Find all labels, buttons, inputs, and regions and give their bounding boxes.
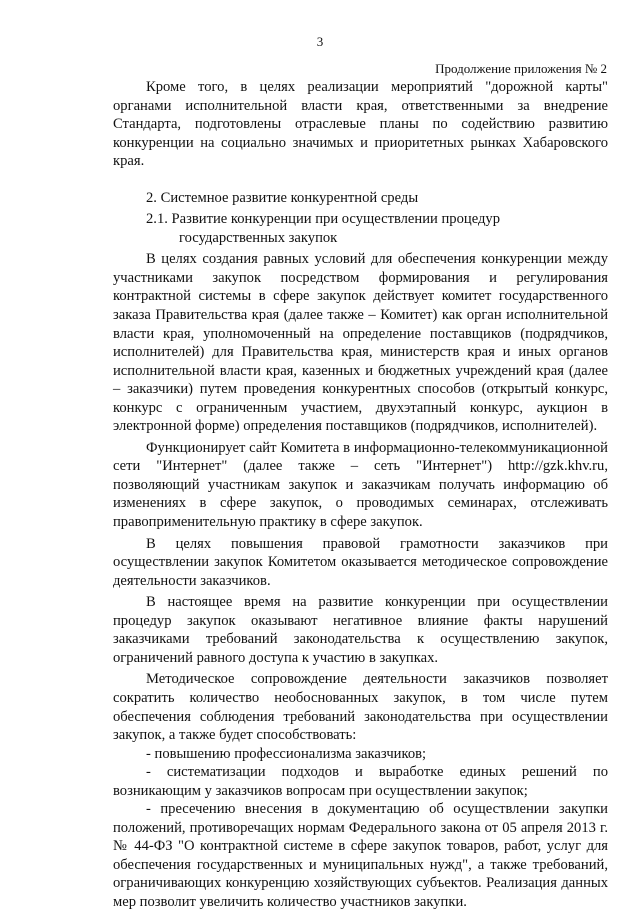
paragraph-roadmap-plans: Кроме того, в целях реализации мероприятий "дорожной карты" органами исполнительной власти края, ответственными за внедрение Стандарта, подготовлены отраслевые планы по содействию развитию конкуренции на социально значимых и приоритетных рынках Хабаровского края. xyxy=(113,79,608,170)
subsection-heading: 2.1. Развитие конкуренции при осуществлении процедур государственных закупок xyxy=(146,211,501,246)
paragraph-procurement-committee: В целях создания равных условий для обеспечения конкуренции между участниками закупок посредством формирования и регулирования контрактной системы в сфере закупок действует комитет государственного заказа Правительства края (далее также – Комитет) как орган исполнительной власти края, уполномоченный на определение поставщиков (подрядчиков, исполнителей) для Правительства края, министерств края и иных органов исполнительной власти края, казенных и бюджетных учреждений края (далее – заказчики) путем проведения конкурентных способов (открытый конкурс, конкурс с ограниченным участием, двухэтапный конкурс, аукцион в электронной форме) определения поставщиков (подрядчиков, исполнителей). xyxy=(113,251,608,435)
list-item: - пресечению внесения в документацию об осуществлении закупки положений, противоречащих нормам Федерального закона от 05 апреля 2013 г. № 44-ФЗ "О контрактной системе в сфере закупок товаров, работ, услуг для обеспечения государственных и муниципальных нужд", а также требований, ограничивающих конкуренцию хозяйствующих субъектов. Реализация данных мер позволит увеличить количество участников закупки. xyxy=(113,801,608,910)
list-item: - систематизации подходов и выработке единых решений по возникающим у заказчиков вопросам при осуществлении закупок; xyxy=(113,764,608,799)
paragraph-legal-literacy: В целях повышения правовой грамотности заказчиков при осуществлении закупок Комитетом оказывается методическое сопровождение деятельности заказчиков. xyxy=(113,535,608,589)
paragraph-negative-factors: В настоящее время на развитие конкуренции при осуществлении процедур закупок оказывают негативное влияние факты нарушений заказчиками требований законодательства к осуществлению закупок, ограничений равного доступа к участию в закупках. xyxy=(113,594,608,666)
document-body xyxy=(113,78,608,912)
paragraph-methodical-support: Методическое сопровождение деятельности заказчиков позволяет сократить количество необоснованных закупок, в том числе путем обеспечения соблюдения требований законодательства при осуществлении закупок, а также будет способствовать: xyxy=(113,671,608,744)
section-heading: 2. Системное развитие конкурентной среды xyxy=(146,189,419,206)
appendix-continuation-note: Продолжение приложения № 2 xyxy=(435,61,607,76)
page-number: 3 xyxy=(316,34,324,49)
list-item: - повышению профессионализма заказчиков; xyxy=(146,745,427,762)
paragraph-committee-website: Функционирует сайт Комитета в информационно-телекоммуникационной сети "Интернет" (далее также – сеть "Интернет") http://gzk.khv.ru, позволяющий участникам закупок и заказчикам получать информацию об изменениях в сфере закупок, о проводимых семинарах, отслеживать правоприменительную практику в сфере закупок. xyxy=(113,439,608,531)
